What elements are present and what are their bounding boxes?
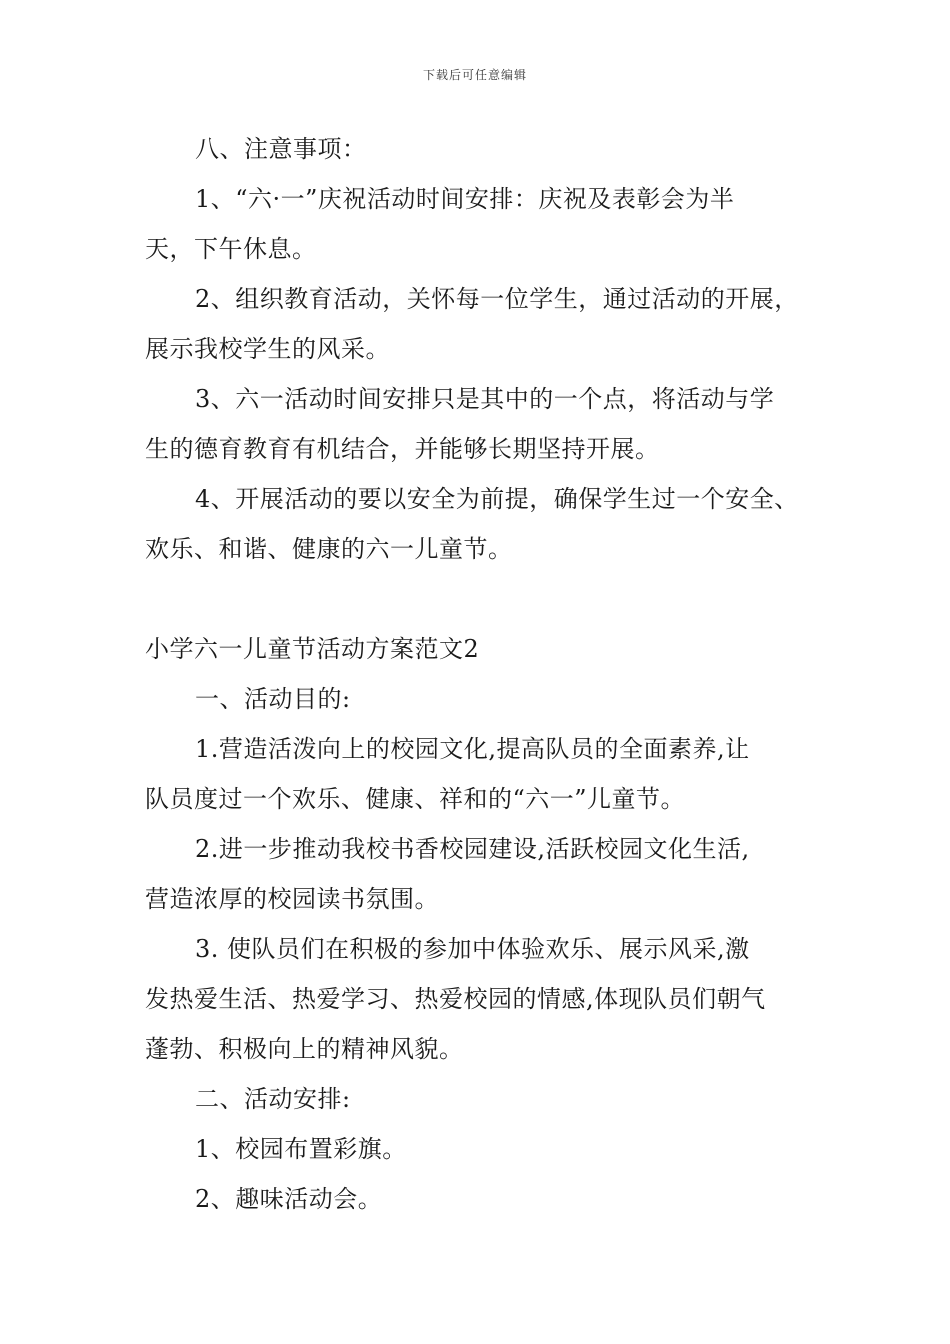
page-header-note: 下载后可任意编辑 — [422, 68, 527, 82]
section-heading-arrangement: 二、活动安排: — [195, 1085, 351, 1113]
document-title: 小学六一儿童节活动方案范文2 — [145, 635, 480, 663]
paragraph-line: 2.进一步推动我校书香校园建设,活跃校园文化生活, — [195, 835, 750, 863]
section-heading-notes: 八、注意事项： — [195, 135, 367, 163]
paragraph-line: 1.营造活泼向上的校园文化,提高队员的全面素养,让 — [195, 735, 750, 763]
list-item: 2、趣味活动会。 — [195, 1185, 383, 1213]
paragraph-line: 欢乐、和谐、健康的六一儿童节。 — [145, 535, 513, 563]
paragraph-line: 生的德育教育有机结合，并能够长期坚持开展。 — [145, 435, 660, 463]
paragraph-line: 天，下午休息。 — [145, 235, 317, 263]
paragraph-line: 1、“六·一”庆祝活动时间安排：庆祝及表彰会为半 — [195, 185, 735, 213]
paragraph-line: 3. 使队员们在积极的参加中体验欢乐、展示风采,激 — [195, 935, 750, 963]
paragraph-line: 4、开展活动的要以安全为前提，确保学生过一个安全、 — [195, 485, 799, 513]
paragraph-line: 蓬勃、积极向上的精神风貌。 — [145, 1035, 464, 1063]
paragraph-line: 展示我校学生的风采。 — [145, 335, 390, 363]
section-heading-purpose: 一、活动目的: — [195, 685, 351, 713]
paragraph-line: 2、组织教育活动，关怀每一位学生，通过活动的开展， — [195, 285, 799, 313]
paragraph-line: 3、六一活动时间安排只是其中的一个点，将活动与学 — [195, 385, 775, 413]
list-item: 1、校园布置彩旗。 — [195, 1135, 407, 1163]
paragraph-line: 发热爱生活、热爱学习、热爱校园的情感,体现队员们朝气 — [145, 985, 766, 1013]
paragraph-line: 营造浓厚的校园读书氛围。 — [145, 885, 439, 913]
paragraph-line: 队员度过一个欢乐、健康、祥和的“六一”儿童节。 — [145, 785, 686, 813]
